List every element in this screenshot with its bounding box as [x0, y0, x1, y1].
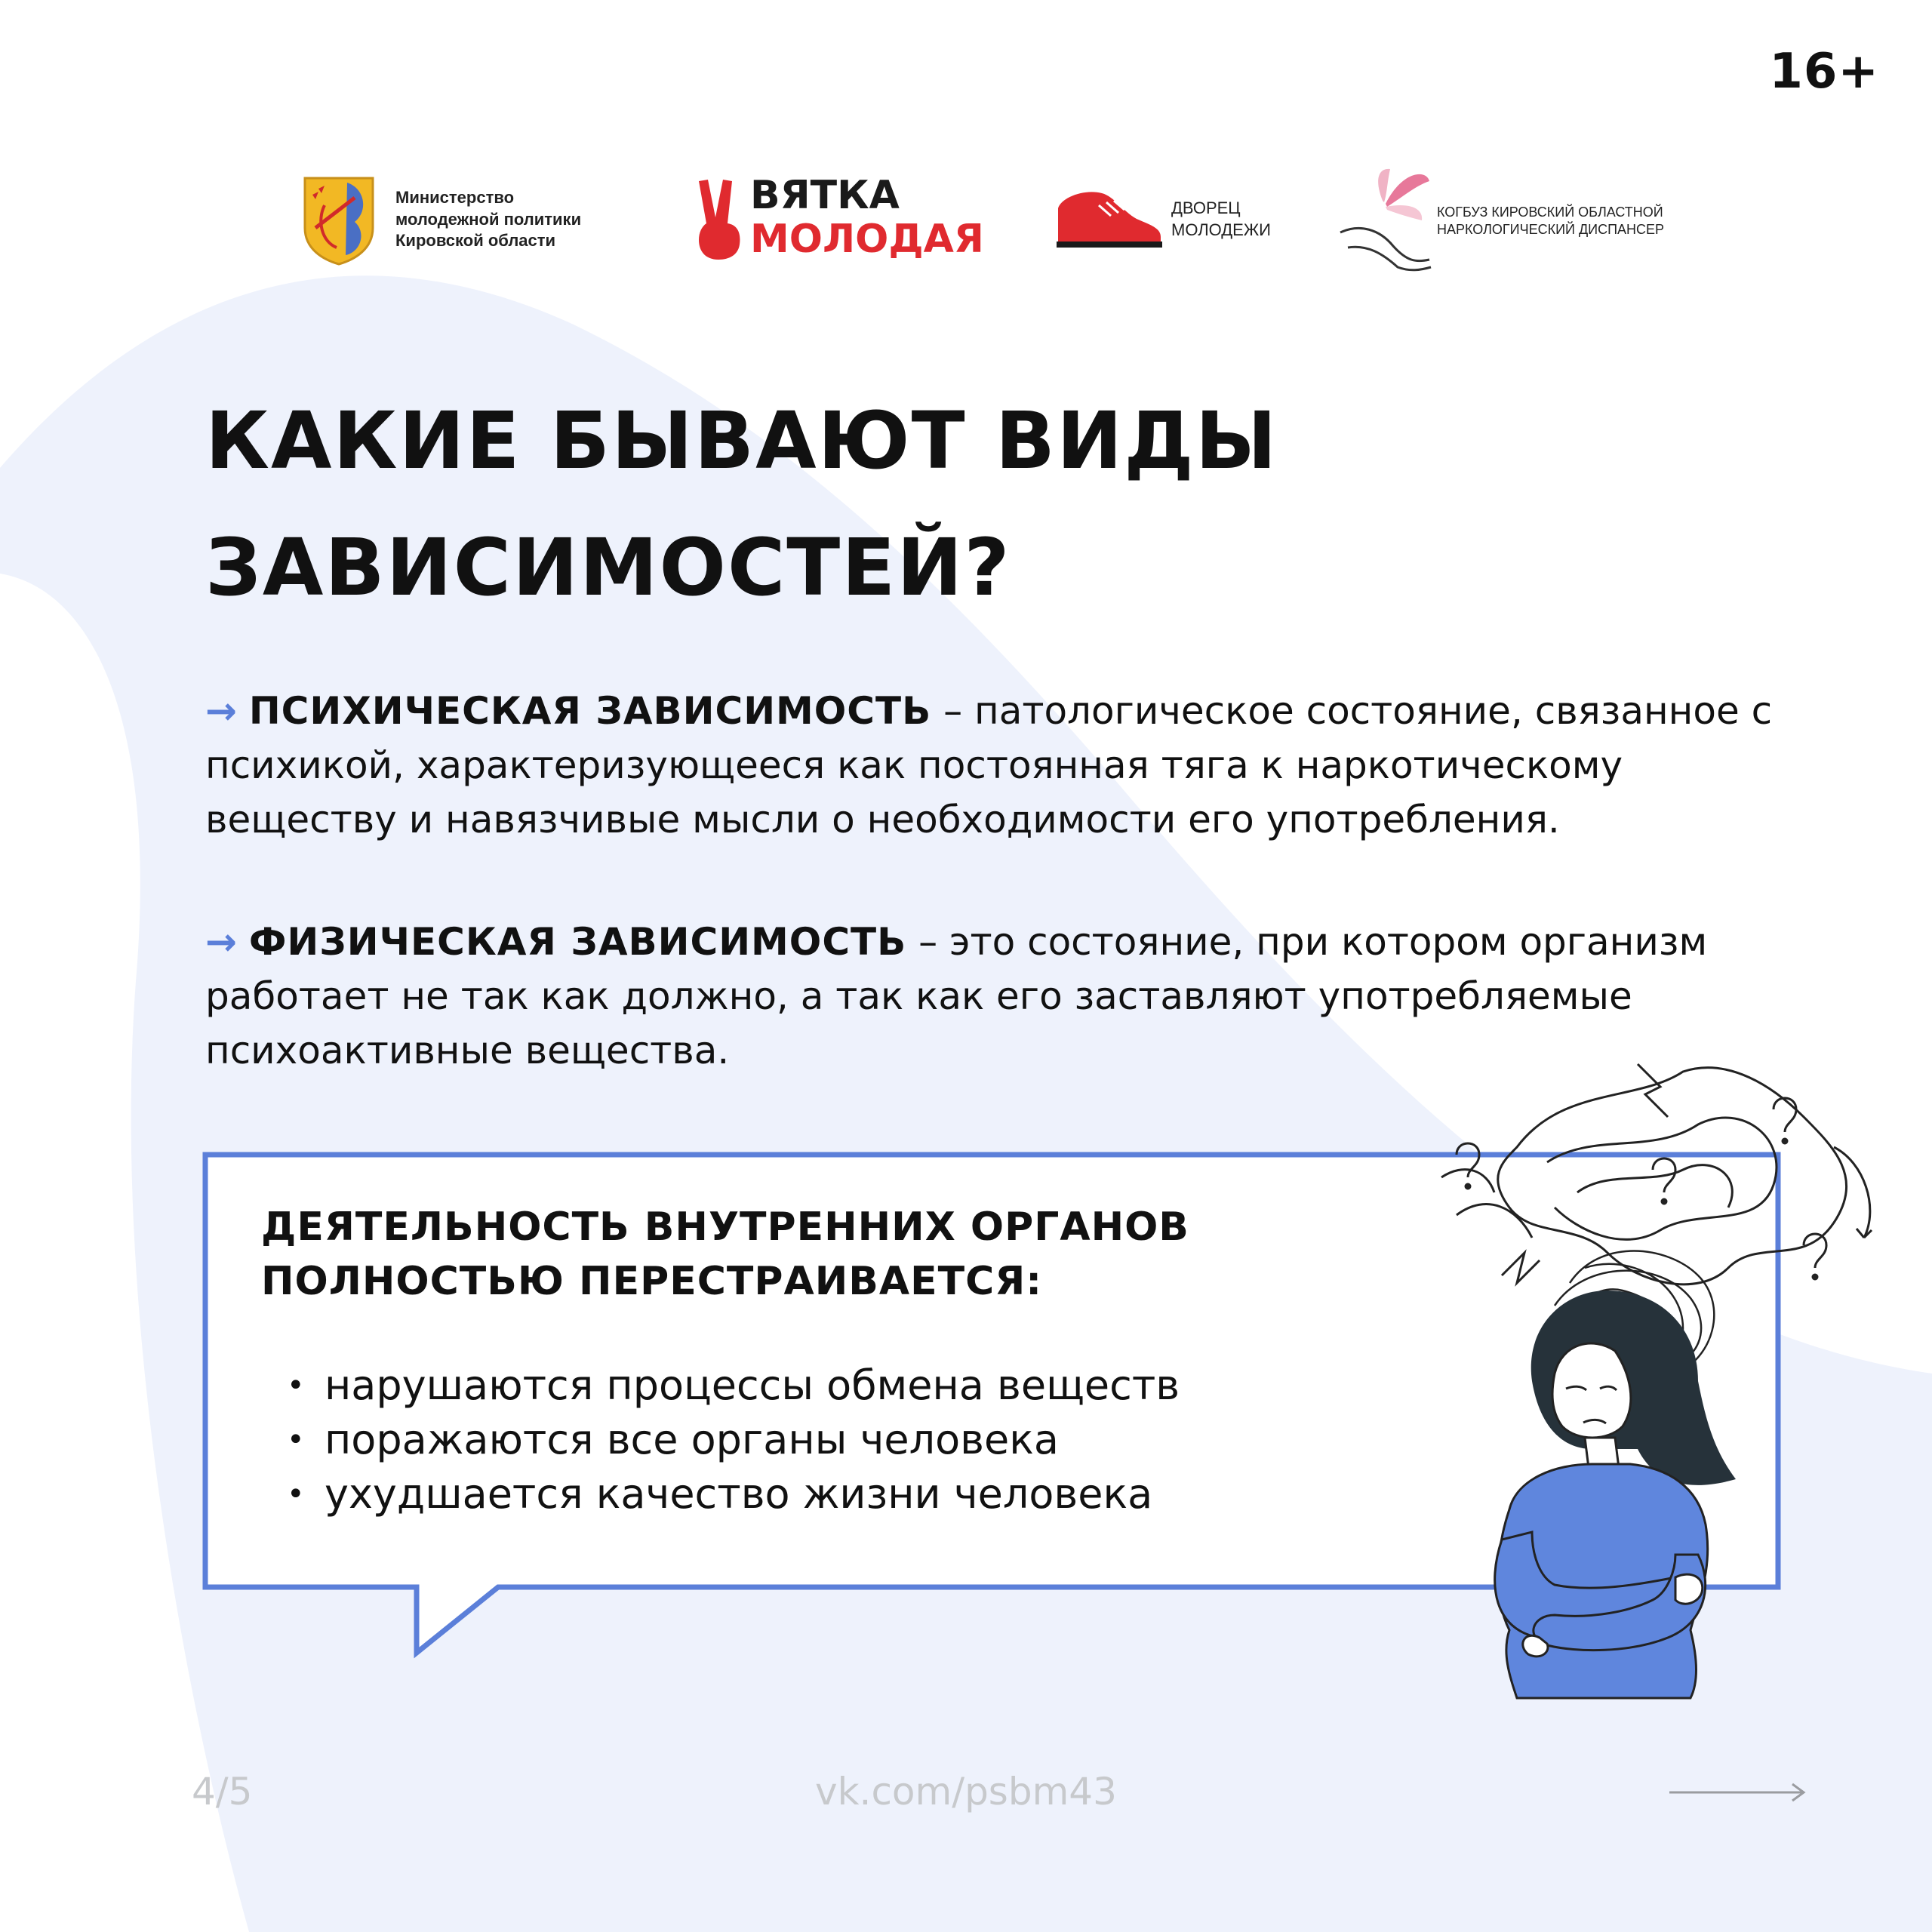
- palace-line1: ДВОРЕЦ: [1171, 198, 1241, 217]
- definition-physical: – это состояние, при котором организм работает не так как должно, а так как его заставляют употребляемые психоактивные вещества.: [205, 920, 1708, 1072]
- narco-line2: НАРКОЛОГИЧЕСКИЙ ДИСПАНСЕР: [1437, 222, 1665, 238]
- page-indicator: 4/5: [192, 1770, 253, 1814]
- anxious-person-illustration: [1411, 1057, 1894, 1706]
- term-psychological: ПСИХИЧЕСКАЯ ЗАВИСИМОСТЬ: [248, 689, 932, 733]
- callout-title: ДЕЯТЕЛЬНОСТЬ ВНУТРЕННИХ ОРГАНОВ ПОЛНОСТЬЮ ПЕРЕСТРАИВАЕТСЯ:: [261, 1204, 1189, 1304]
- title-line1: КАКИЕ БЫВАЮТ ВИДЫ: [205, 395, 1278, 487]
- list-item: • поражаются все органы человека: [287, 1413, 1180, 1467]
- vk-link[interactable]: vk.com/psbm43: [815, 1770, 1117, 1814]
- ministry-line3: Кировской области: [395, 231, 556, 251]
- arrow-right-icon: →: [205, 689, 237, 733]
- callout-list: [287, 1358, 1180, 1521]
- vyatka-line1: ВЯТКА: [750, 173, 900, 218]
- age-rating: 16+: [1769, 44, 1879, 100]
- list-item: • нарушаются процессы обмена веществ: [287, 1358, 1180, 1413]
- narco-line1: КОГБУЗ КИРОВСКИЙ ОБЛАСТНОЙ: [1437, 205, 1663, 220]
- list-item: • ухудшается качество жизни человека: [287, 1467, 1180, 1521]
- title-line2: ЗАВИСИМОСТЕЙ?: [205, 521, 1011, 614]
- definition-psychological: – патологическое состояние, связанное с психикой, характеризующееся как постоянная тяга к наркотическому веществу и навязчивые мысли о необходимости его употребления.: [205, 689, 1773, 841]
- ministry-line2: молодежной политики: [395, 209, 582, 229]
- palace-line2: МОЛОДЕЖИ: [1171, 220, 1271, 239]
- arrow-right-icon: →: [205, 920, 237, 964]
- term-physical: ФИЗИЧЕСКАЯ ЗАВИСИМОСТЬ: [248, 920, 907, 964]
- next-arrow-icon[interactable]: [1668, 1781, 1807, 1804]
- ministry-line1: Министерство: [395, 188, 515, 207]
- vyatka-line2: МОЛОДАЯ: [750, 217, 984, 262]
